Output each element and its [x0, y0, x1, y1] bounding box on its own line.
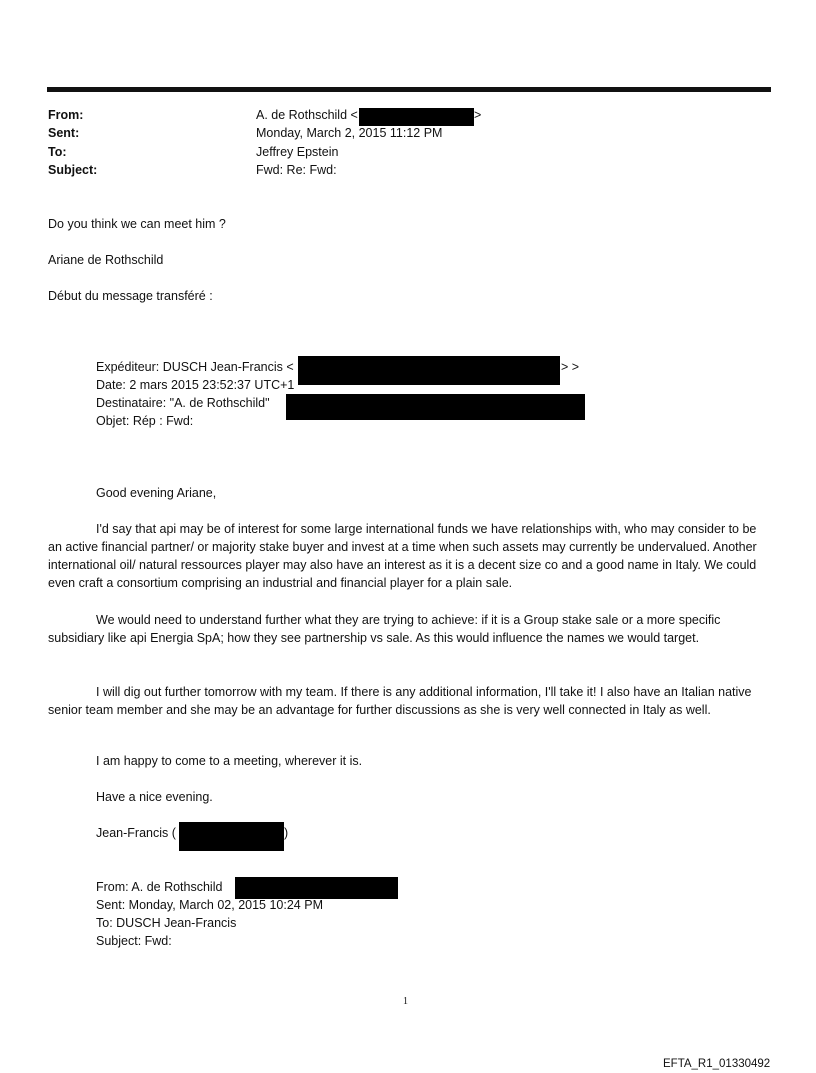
- greeting: Good evening Ariane,: [96, 486, 217, 500]
- redaction-box: [235, 877, 398, 899]
- redaction-box: [359, 108, 474, 126]
- fwd-objet: Objet: Rép : Fwd:: [96, 414, 194, 428]
- paragraph-5: Have a nice evening.: [96, 790, 213, 804]
- subject-label: Subject:: [48, 163, 98, 177]
- paragraph-2: We would need to understand further what they are trying to achieve: if it is a Group stake sale or a more specific subsidiary like api Energia SpA; how they see partnership vs sale. As this would influence the names we would target.: [48, 613, 721, 645]
- subject-value: Fwd: Re: Fwd:: [256, 163, 337, 177]
- from-label: From:: [48, 108, 84, 122]
- bates-id: EFTA_R1_01330492: [663, 1058, 771, 1070]
- prior-sent: Sent: Monday, March 02, 2015 10:24 PM: [96, 898, 323, 912]
- sent-label: Sent:: [48, 126, 80, 140]
- fwd-expediteur-tail: > >: [561, 360, 580, 374]
- signature-close: ): [284, 826, 289, 840]
- paragraph-3: I will dig out further tomorrow with my team. If there is any additional information, I'll take it! I also have an Italian native senior team member and she may be an advantage for further discussions as she is very well connected in Italy as well.: [48, 685, 752, 717]
- to-value: Jeffrey Epstein: [256, 145, 339, 159]
- prior-subject: Subject: Fwd:: [96, 934, 172, 948]
- signature-open: Jean-Francis (: [96, 826, 176, 840]
- to-label: To:: [48, 145, 67, 159]
- paragraph-1: I'd say that api may be of interest for some large international funds we have relationships with, who may consider to be an active financial partner/ or majority stake buyer and invest at a time when such assets may currently be undervalued. Another international oil/ natural ressources player may also have an interest as it is a decent size co and a good name in Italy. We could even craft a consortium comprising an industrial and financial player for a plain sale.: [48, 522, 757, 590]
- intro-signature: Ariane de Rothschild: [48, 253, 164, 267]
- forwarded-notice: Début du message transféré :: [48, 289, 213, 303]
- paragraph-4: I am happy to come to a meeting, wherever it is.: [96, 754, 363, 768]
- redaction-box: [286, 394, 585, 420]
- page-number: 1: [403, 996, 408, 1007]
- fwd-expediteur: Expéditeur: DUSCH Jean-Francis <: [96, 360, 294, 374]
- from-value: A. de Rothschild <: [256, 108, 358, 122]
- redaction-box: [298, 356, 560, 385]
- intro-question: Do you think we can meet him ?: [48, 217, 226, 231]
- redaction-box: [179, 822, 284, 851]
- fwd-date: Date: 2 mars 2015 23:52:37 UTC+1: [96, 378, 295, 392]
- sent-value: Monday, March 2, 2015 11:12 PM: [256, 126, 443, 140]
- prior-to: To: DUSCH Jean-Francis: [96, 916, 237, 930]
- prior-from: From: A. de Rothschild: [96, 880, 223, 894]
- fwd-destinataire: Destinataire: "A. de Rothschild": [96, 396, 270, 410]
- header-rule: [47, 87, 771, 92]
- from-tail: >: [474, 108, 482, 122]
